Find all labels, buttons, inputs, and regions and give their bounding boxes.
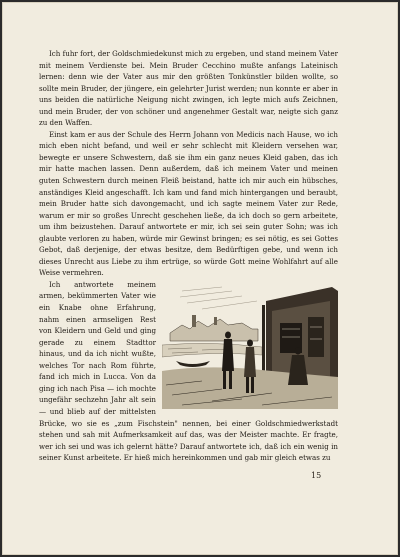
goldsmith-bridge-illustration bbox=[162, 281, 338, 409]
engraving-image bbox=[162, 281, 338, 409]
book-page bbox=[2, 2, 398, 555]
paragraph-2: Einst kam er aus der Schule des Herrn Johann von Medicis nach Hause, wo ich mich eben nicht befand, und weil er sehr schlecht mit Kleidern versehen war, bewegte er unsere Schwestern, daß sie ihm ein ganz neues Kleid gaben, das ich mir hatte machen lassen. Denn außerdem, daß ich meinem Vater und meinen guten Schwestern durch meinen Fleiß beistand, hatte ich mir auch ein hübsches, anständiges Kleid angeschafft. Ich kam und fand mich hintergangen und beraubt, mein Bruder hatte sich davongemacht, und ich sagte meinem Vater zur Rede, warum er mir so großes Unrecht geschehen ließe, da ich doch so gern arbeitete, um ihm beizustehen. Darauf antwortete er mir, ich sei sein guter Sohn; was ich glaubte verloren zu haben, würde mir Gewinst bringen; es sei nötig, es sei Gottes Gebot, daß derjenige, der etwas besitze, dem Bedürftigen gebe, und wenn ich dieses Unrecht aus Liebe zu ihm ertrüge, so würde Gott meine Wohlfahrt auf alle Weise vermehren. bbox=[39, 129, 338, 278]
page-number: 15 bbox=[311, 471, 322, 480]
paragraph-3 bbox=[39, 279, 338, 464]
body-text bbox=[39, 48, 338, 464]
paragraph-1: Ich fuhr fort, der Goldschmiedekunst mich zu ergeben, und stand meinem Vater mit meinem Verdienste bei. Mein Bruder Cecchino mußte anfangs Lateinisch lernen: denn wie der Vater aus mir den größten Tonkünstler bilden wollte, so sollte mein Bruder, der jüngere, ein gelehrter Jurist werden; nun konnte er aber in uns beiden die natürliche Neigung nicht zwingen, ich legte mich aufs Zeichnen, und mein Bruder, der von schöner und angenehmer Gestalt war, neigte sich ganz zu den Waffen. bbox=[39, 49, 338, 128]
paragraph-3-text: Ich antwortete meinem armen, bekümmerten Vater wie ein Knabe ohne Erfahrung, nahm einen armseligen Rest von Kleidern und Geld und ging gerade zu einem Stadttor hinaus, und da ich nicht wußte, welches Tor nach Rom führte, fand ich mich in Lucca. Von da ging ich nach Pisa — ich mochte ungefähr sechzehn Jahr alt sein — und blieb auf der mittelsten Brücke, wo sie es „zum Fischstein" nennen, bei einer Goldschmiedwerkstadt stehen und sah mit Aufmerksamkeit auf das, was der Meister machte. Er fragte, wer ich sei und was ich gelernt hätte? Darauf antwortete ich, daß ich ein wenig in seiner Kunst arbeitete. Er hieß mich hereinkommen und gab mir gleich etwas zu bbox=[39, 279, 338, 463]
